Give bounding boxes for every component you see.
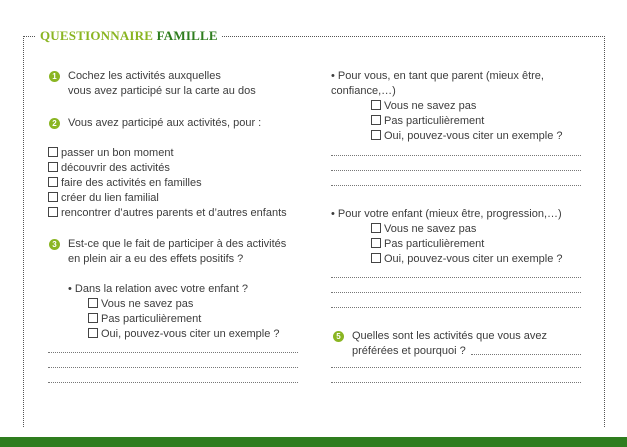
relation-option-row[interactable]	[88, 297, 193, 311]
answer-line[interactable]	[48, 352, 298, 353]
question-5-line1: Quelles sont les activités que vous avez	[352, 330, 548, 342]
checkbox[interactable]	[371, 115, 381, 125]
checkbox[interactable]	[371, 223, 381, 233]
checkbox[interactable]	[371, 100, 381, 110]
option-checkbox-row[interactable]	[48, 191, 159, 205]
parent-question-line1: • Pour vous, en tant que parent (mieux être,	[331, 70, 544, 82]
answer-line[interactable]	[331, 307, 581, 308]
question-5-line2: préférées et pourquoi ?	[352, 345, 466, 357]
option-label: Oui, pouvez-vous citer un exemple ?	[101, 328, 280, 340]
answer-line[interactable]	[331, 185, 581, 186]
option-label: Pas particulièrement	[384, 115, 485, 127]
option-label: Vous ne savez pas	[384, 100, 477, 112]
checkbox[interactable]	[371, 238, 381, 248]
answer-line[interactable]	[471, 354, 581, 355]
relation-option-row[interactable]	[88, 327, 280, 341]
checkbox[interactable]	[88, 313, 98, 323]
relation-option-row[interactable]	[88, 312, 201, 326]
parent-option-row[interactable]	[371, 129, 563, 143]
option-label: Oui, pouvez-vous citer un exemple ?	[384, 253, 563, 265]
option-checkbox-row[interactable]	[48, 161, 170, 175]
option-checkbox-row[interactable]	[48, 176, 202, 190]
title-part2: FAMILLE	[156, 28, 218, 43]
question-2-number: 2	[49, 118, 60, 129]
checkbox[interactable]	[371, 130, 381, 140]
question-1-line2: vous avez participé sur la carte au dos	[68, 85, 256, 97]
child-question-label: • Pour votre enfant (mieux être, progression,…)	[331, 208, 562, 220]
option-label: Pas particulièrement	[384, 238, 485, 250]
checkbox[interactable]	[48, 147, 58, 157]
checkbox[interactable]	[88, 328, 98, 338]
child-option-row[interactable]	[371, 252, 563, 266]
answer-line[interactable]	[331, 277, 581, 278]
questionnaire-title	[36, 28, 222, 44]
option-label: Vous ne savez pas	[101, 298, 194, 310]
checkbox[interactable]	[48, 192, 58, 202]
question-3-number: 3	[49, 239, 60, 250]
option-label: Pas particulièrement	[101, 313, 202, 325]
option-label: Vous ne savez pas	[384, 223, 477, 235]
parent-option-row[interactable]	[371, 99, 476, 113]
parent-option-row[interactable]	[371, 114, 484, 128]
question-2-text: Vous avez participé aux activités, pour :	[68, 117, 262, 129]
answer-line[interactable]	[331, 170, 581, 171]
answer-line[interactable]	[331, 292, 581, 293]
option-label: Oui, pouvez-vous citer un exemple ?	[384, 130, 563, 142]
relation-label: • Dans la relation avec votre enfant ?	[68, 283, 248, 295]
child-option-row[interactable]	[371, 237, 484, 251]
option-label: découvrir des activités	[61, 162, 170, 174]
answer-line[interactable]	[48, 367, 298, 368]
answer-line[interactable]	[331, 155, 581, 156]
option-label: faire des activités en familles	[61, 177, 202, 189]
question-3-line2: en plein air a eu des effets positifs ?	[68, 253, 244, 265]
checkbox[interactable]	[88, 298, 98, 308]
question-1-number: 1	[49, 71, 60, 82]
question-5-number: 5	[333, 331, 344, 342]
checkbox[interactable]	[48, 177, 58, 187]
option-label: rencontrer d’autres parents et d’autres enfants	[61, 207, 287, 219]
title-part1: QUESTIONNAIRE	[40, 28, 154, 43]
answer-line[interactable]	[48, 382, 298, 383]
checkbox[interactable]	[48, 207, 58, 217]
option-label: passer un bon moment	[61, 147, 174, 159]
question-1-line1: Cochez les activités auxquelles	[68, 70, 221, 82]
answer-line[interactable]	[331, 382, 581, 383]
parent-question-line2: confiance,…)	[331, 85, 396, 97]
option-checkbox-row[interactable]	[48, 206, 287, 220]
bottom-green-bar	[0, 437, 627, 447]
option-label: créer du lien familial	[61, 192, 159, 204]
checkbox[interactable]	[48, 162, 58, 172]
answer-line[interactable]	[331, 367, 581, 368]
child-option-row[interactable]	[371, 222, 476, 236]
question-3-line1: Est-ce que le fait de participer à des activités	[68, 238, 287, 250]
option-checkbox-row[interactable]	[48, 146, 174, 160]
checkbox[interactable]	[371, 253, 381, 263]
